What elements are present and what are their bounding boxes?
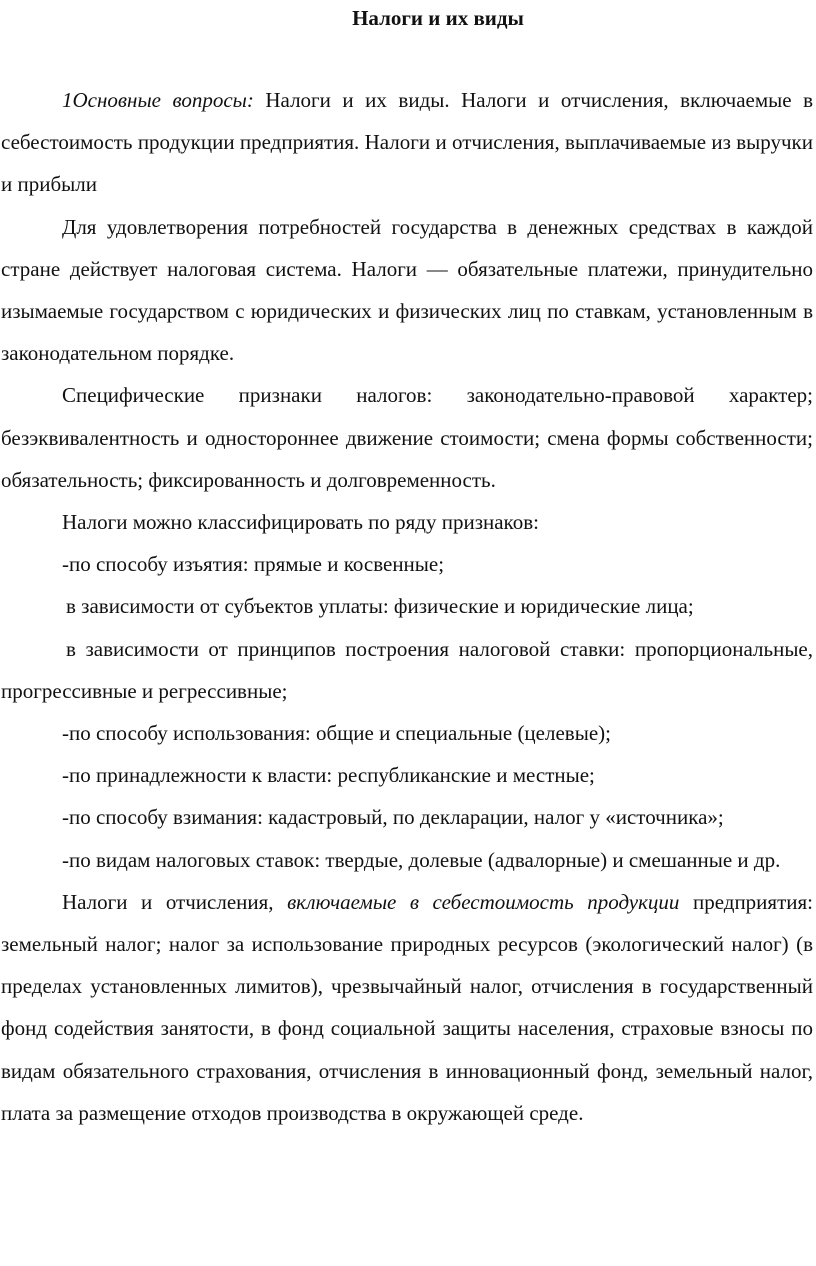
classification-item-method: -по способу изъятия: прямые и косвенные; [62, 552, 445, 577]
page-title: Налоги и их виды [352, 6, 524, 30]
classification-item-subjects: в зависимости от субъектов уплаты: физические и юридические лица; [66, 594, 694, 619]
cost-taxes-emphasis: включаемые в себестоимость продукции [287, 889, 680, 914]
intro-label: 1Основные вопросы: [62, 88, 254, 112]
classification-item-authority: -по принадлежности к власти: республиканские и местные; [62, 763, 595, 788]
tax-system-paragraph: Для удовлетворения потребностей государства в денежных средствах в каждой стране действует налоговая система. Налоги — обязательные платежи, принудительно изымаемые государством с юридических и физических лиц по ставкам, установленным в законодательном порядке. [1, 214, 813, 366]
classification-item-rate-principle: в зависимости от принципов построения налоговой ставки: пропорциональные, прогрессивные и регрессивные; [1, 636, 813, 703]
intro-text: Налоги и их виды. Налоги и отчисления, включаемые в себестоимость продукции предприятия. Налоги и отчисления, выплачиваемые из выручки и прибыли [1, 88, 813, 197]
classification-item-collection: -по способу взимания: кадастровый, по декларации, налог у «источника»; [62, 805, 724, 830]
tax-features-paragraph: Специфические признаки налогов: законодательно-правовой характер; безэквивалентность и одностороннее движение стоимости; смена формы собственности; обязательность; фиксированность и долговременность. [1, 383, 813, 492]
classification-item-usage: -по способу использования: общие и специальные (целевые); [62, 721, 611, 746]
cost-taxes-paragraph [1, 881, 813, 1134]
document-body [1, 79, 813, 1134]
classification-intro: Налоги можно классифицировать по ряду признаков: [62, 510, 539, 535]
cost-taxes-rest: предприятия: земельный налог; налог за использование природных ресурсов (экологический налог) (в пределах установленных лимитов), чрезвычайный налог, отчисления в государственный фонд содействия занятости, в фонд социальной защиты населения, страховые взносы по видам обязательного страхования, отчисления в инновационный фонд, земельный налог, плата за размещение отходов производства в окружающей среде. [1, 889, 813, 1125]
intro-paragraph [1, 79, 813, 206]
classification-item-rate-type: -по видам налоговых ставок: твердые, долевые (адвалорные) и смешанные и др. [62, 847, 781, 872]
cost-taxes-lead: Налоги и отчисления, [62, 889, 288, 914]
